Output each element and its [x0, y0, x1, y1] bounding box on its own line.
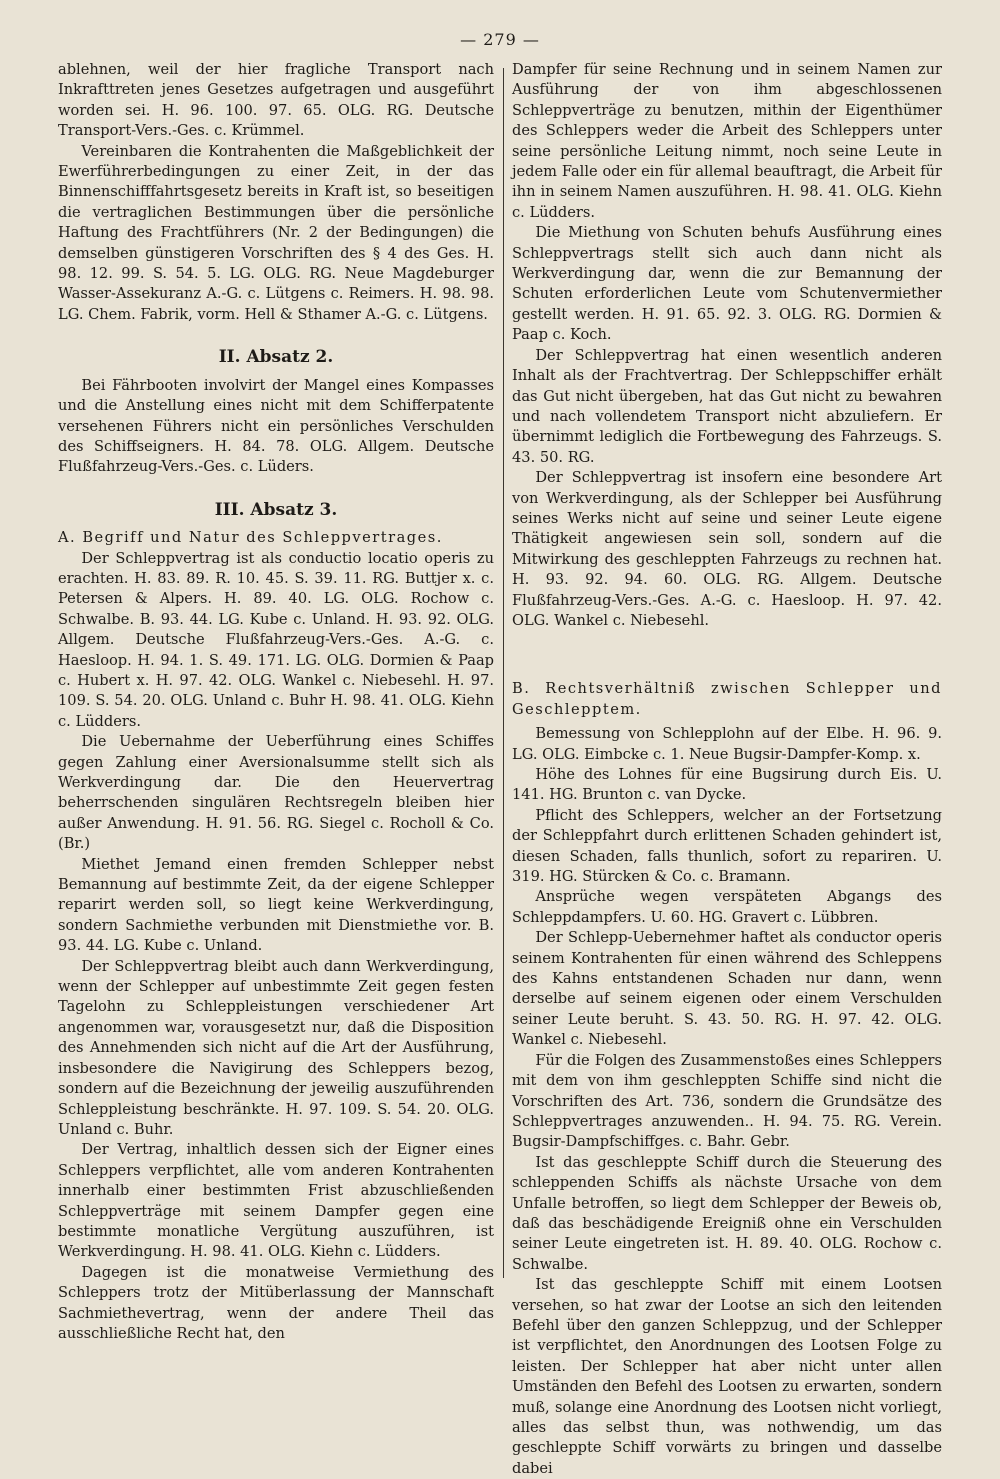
paragraph: Ist das geschleppte Schiff mit einem Lootsen versehen, so hat zwar der Lootse an sich den leitenden Befehl über den ganzen Schleppzug, und der Schlepper ist verpflichtet, den Anordnungen des Lootsen Folge zu leisten. Der Schlepper hat aber nicht unter allen Umständen den Befehl des Lootsen zu erwarten, sondern muß, solange eine Anordnung des Lootsen nicht vorliegt, alles das selbst thun, was nothwendig, um das geschleppte Schiff vorwärts zu bringen und dasselbe dabei	[512, 1276, 942, 1477]
paragraph: Die Miethung von Schuten behufs Ausführung eines Schleppvertrags stellt sich auch dann nicht als Werkverdingung dar, wenn die zur Bemannung der Schuten erforderlichen Leute vom Schutenvermiether gestellt werden. H. 91. 65. 92. 3. OLG. RG. Dormien & Paap c. Koch.	[512, 224, 942, 344]
paragraph: ablehnen, weil der hier fragliche Transport nach Inkrafttreten jenes Gesetzes aufgetragen und ausgeführt worden sei. H. 96. 100. 97. 65. OLG. RG. Deutsche Transport-Vers.-Ges. c. Krümmel.	[58, 61, 494, 140]
paragraph: Der Schleppvertrag bleibt auch dann Werkverdingung, wenn der Schlepper auf unbestimmte Zeit gegen festen Tagelohn zu Schleppleistungen verschiedener Art angenommen war, vorausgesetzt nur, daß die Disposition des Annehmenden sich nicht auf die Art der Ausführung, insbesondere die Navigirung des Schleppers bezog, sondern auf die Bezeichnung der jeweilig auszuführenden Schleppleistung beschränkte. H. 97. 109. S. 54. 20. OLG. Unland c. Buhr.	[58, 957, 494, 1138]
paragraph: Dampfer für seine Rechnung und in seinem Namen zur Ausführung der von ihm abgeschlossenen Schleppverträge zu benutzen, mithin der Eigenthümer des Schleppers weder die Arbeit des Schleppers unter seine persönliche Leitung nimmt, noch seine Leute in jedem Falle oder ein für allemal beauftragt, die Arbeit für ihn in seinem Namen auszuführen. H. 98. 41. OLG. Kiehn c. Lüdders.	[512, 61, 942, 221]
paragraph: Bemessung von Schlepplohn auf der Elbe. H. 96. 9. LG. OLG. Eimbcke c. 1. Neue Bugsir-Dampfer-Komp. x.	[512, 725, 942, 763]
paragraph: Vereinbaren die Kontrahenten die Maßgeblichkeit der Ewerführerbedingungen zu einer Zeit, in der das Binnenschifffahrtsgesetz bereits in Kraft ist, so beseitigen die vertraglichen Bestimmungen über die persönliche Haftung des Frachtführers (Nr. 2 der Bedingungen) die demselben günstigeren Vorschriften des § 4 des Ges. H. 98. 12. 99. S. 54. 5. LG. OLG. RG. Neue Magdeburger Wasser-Assekuranz A.-G. c. Lütgens c. Reimers. H. 98. 98. LG. Chem. Fabrik, vorm. Hell & Sthamer A.-G. c. Lütgens.	[58, 142, 494, 323]
paragraph: Der Vertrag, inhaltlich dessen sich der Eigner eines Schleppers verpflichtet, alle vom anderen Kontrahenten innerhalb einer bestimmten Frist abzuschließenden Schleppverträge mit seinem Dampfer gegen eine bestimmte monatliche Vergütung auszuführen, ist Werkverdingung. H. 98. 41. OLG. Kiehn c. Lüdders.	[58, 1141, 494, 1261]
paragraph: Der Schleppvertrag hat einen wesentlich anderen Inhalt als der Frachtvertrag. Der Schleppschiffer erhält das Gut nicht übergeben, hat das Gut nicht zu bewahren und nach vollendetem Transport nicht abzuliefern. Er übernimmt lediglich die Fortbewegung des Fahrzeugs. S. 43. 50. RG.	[512, 346, 942, 466]
left-column	[58, 60, 494, 1344]
paragraph: Bei Fährbooten involvirt der Mangel eines Kompasses und die Anstellung eines nicht mit dem Schifferpatente versehenen Führers nicht ein persönliches Verschulden des Schiffseigners. H. 84. 78. OLG. Allgem. Deutsche Flußfahrzeug-Vers.-Ges. c. Lüders.	[58, 376, 494, 476]
paragraph: Die Uebernahme der Ueberführung eines Schiffes gegen Zahlung einer Aversionalsumme stellt sich als Werkverdingung dar. Die den Heuervertrag beherrschenden singulären Rechtsregeln bleiben hier außer Anwendung. H. 91. 56. RG. Siegel c. Rocholl & Co. (Br.)	[58, 733, 494, 853]
paragraph: Der Schleppvertrag ist insofern eine besondere Art von Werkverdingung, als der Schlepper bei Ausführung seines Werks nicht auf seine und seiner Leute eigene Thätigkeit angewiesen sein soll, sondern auf die Mitwirkung des geschleppten Fahrzeugs zu rechnen hat. H. 93. 92. 94. 60. OLG. RG. Allgem. Deutsche Flußfahrzeug-Vers.-Ges. A.-G. c. Haesloop. H. 97. 42. OLG. Wankel c. Niebesehl.	[512, 469, 942, 629]
paragraph: Der Schleppvertrag ist als conductio locatio operis zu erachten. H. 83. 89. R. 10. 45. S. 39. 11. RG. Buttjer x. c. Petersen & Alpers. H. 89. 40. LG. OLG. Rochow c. Schwalbe. B. 93. 44. LG. Kube c. Unland. H. 93. 92. OLG. Allgem. Deutsche Flußfahrzeug-Vers.-Ges. A.-G. c. Haesloop. H. 94. 1. S. 49. 171. LG. OLG. Dormien & Paap c. Hubert x. H. 97. 42. OLG. Wankel c. Niebesehl. H. 97. 109. S. 54. 20. OLG. Unland c. Buhr H. 98. 41. OLG. Kiehn c. Lüdders.	[58, 549, 494, 730]
paragraph: Ist das geschleppte Schiff durch die Steuerung des schleppenden Schiffs als nächste Ursache von dem Unfalle betroffen, so liegt dem Schlepper der Beweis ob, daß das beschädigende Ereigniß ohne ein Verschulden seiner Leute eingetreten ist. H. 89. 40. OLG. Rochow c. Schwalbe.	[512, 1153, 942, 1273]
paragraph: Höhe des Lohnes für eine Bugsirung durch Eis. U. 141. HG. Brunton c. van Dycke.	[512, 766, 942, 804]
section-heading: II. Absatz 2.	[218, 347, 334, 368]
paragraph: Ansprüche wegen verspäteten Abgangs des Schleppdampfers. U. 60. HG. Gravert c. Lübbren.	[512, 888, 942, 926]
page-number: — 279 —	[460, 30, 540, 49]
paragraph: Für die Folgen des Zusammenstoßes eines Schleppers mit dem von ihm geschleppten Schiffe sind nicht die Vorschriften des Art. 736, sondern die Grundsätze des Schleppvertrages anzuwenden.. H. 94. 75. RG. Verein. Bugsir-Dampfschiffges. c. Bahr. Gebr.	[512, 1051, 942, 1151]
subsection-heading: B. Rechtsverhältniß zwischen Schlepper und Geschlepptem.	[512, 680, 942, 718]
section-heading: III. Absatz 3.	[214, 499, 338, 520]
right-column	[512, 60, 942, 1479]
paragraph: Pflicht des Schleppers, welcher an der Fortsetzung der Schleppfahrt durch erlittenen Schaden gehindert ist, diesen Schaden, falls thunlich, sofort zu repariren. U. 319. HG. Stürcken & Co. c. Bramann.	[512, 806, 942, 886]
paragraph: Dagegen ist die monatweise Vermiethung des Schleppers trotz der Mitüberlassung der Mannschaft Sachmiethevertrag, wenn der andere Theil das ausschließliche Recht hat, den	[58, 1263, 494, 1342]
subsection-heading: A. Begriff und Natur des Schleppvertrages.	[58, 529, 443, 547]
paragraph: Der Schlepp-Uebernehmer haftet als conductor operis seinem Kontrahenten für einen während des Schleppens des Kahns entstandenen Schaden nur dann, wenn derselbe auf seinem eigenen oder einem Verschulden seiner Leute beruht. S. 43. 50. RG. H. 97. 42. OLG. Wankel c. Niebesehl.	[512, 929, 942, 1049]
column-divider	[503, 68, 504, 1278]
paragraph: Miethet Jemand einen fremden Schlepper nebst Bemannung auf bestimmte Zeit, da der eigene Schlepper reparirt werden soll, so liegt keine Werkverdingung, sondern Sachmiethe verbunden mit Dienstmiethe vor. B. 93. 44. LG. Kube c. Unland.	[58, 855, 494, 955]
